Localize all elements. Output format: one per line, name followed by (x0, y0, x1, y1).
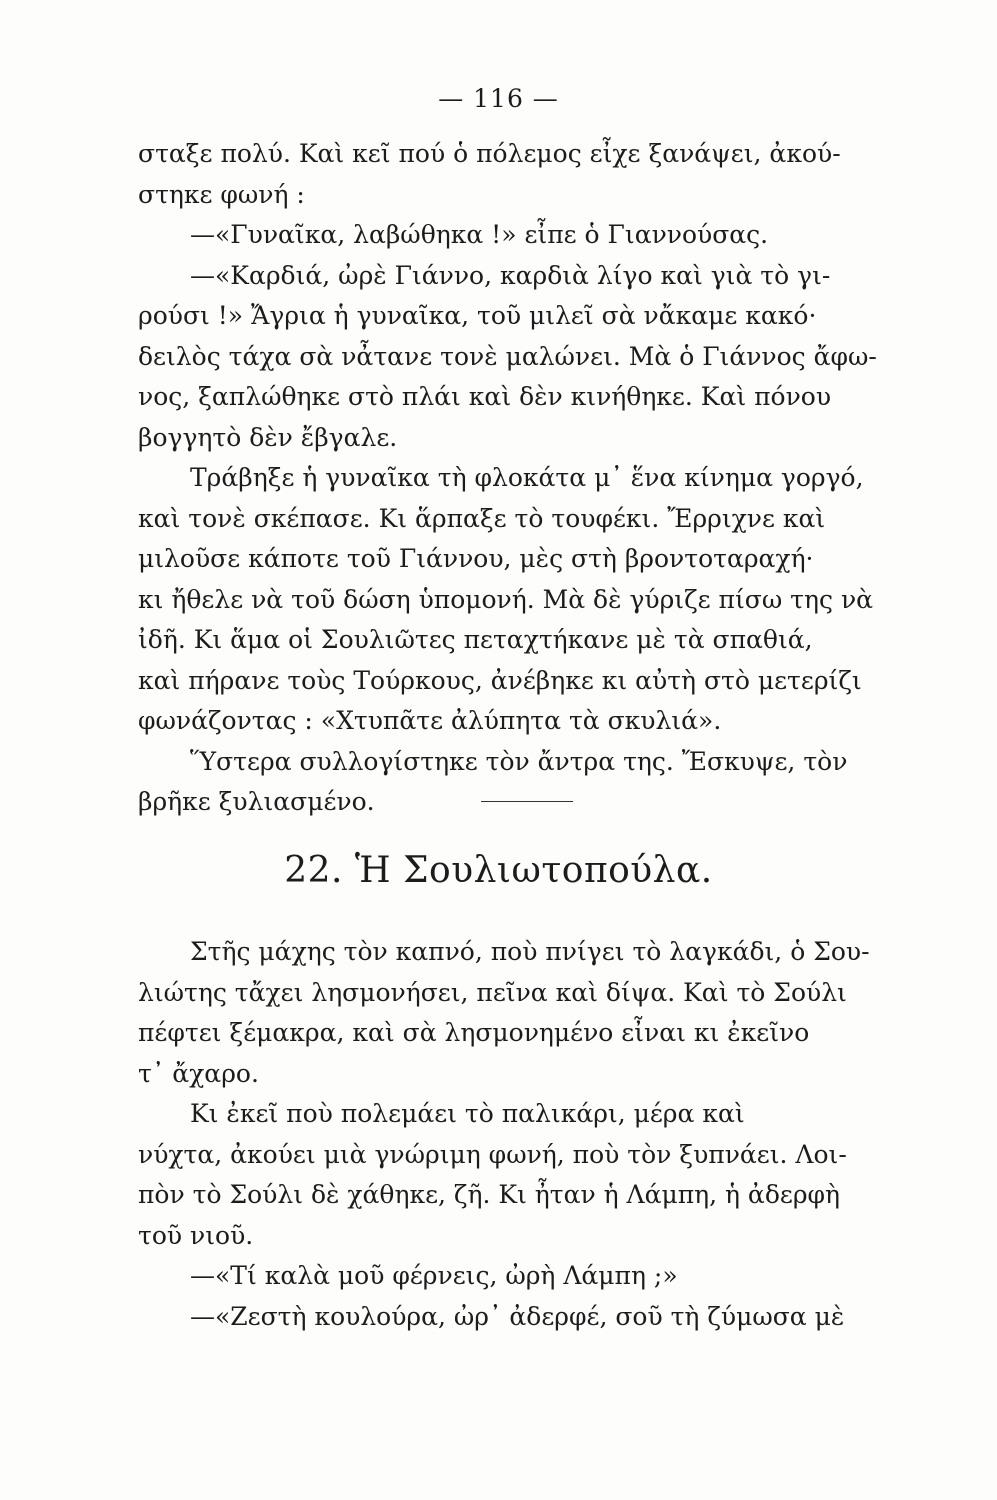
paragraph (138, 932, 908, 1094)
text-line: πέφτει ξέμακρα, καὶ σὰ λησμονημένο εἶναι κι ἐκεῖνο (138, 1018, 810, 1047)
text-line: —«Καρδιά, ὠρὲ Γιάννο, καρδιὰ λίγο καὶ γιὰ τὸ γι- (190, 260, 831, 290)
paragraph (138, 742, 908, 823)
page-number: — 116 — (438, 84, 559, 113)
text-line: Κι ἐκεῖ ποὺ πολεμάει τὸ παλικάρι, μέρα καὶ (190, 1099, 745, 1128)
text-line: σταξε πολύ. Καὶ κεῖ πού ὁ πόλεμος εἶχε ξανάψει, ἀκού- (138, 139, 841, 168)
text-line: λιώτης τἄχει λησμονήσει, πεῖνα καὶ δίψα. Καὶ τὸ Σούλι (138, 977, 847, 1007)
text-line: φωνάζοντας : «Χτυπᾶτε ἀλύπητα τὰ σκυλιά». (138, 706, 722, 735)
text-line: ἰδῆ. Κι ἅμα οἱ Σουλιῶτες πεταχτήκανε μὲ τὰ σπαθιά, (138, 625, 813, 654)
text-line: πὸν τὸ Σούλι δὲ χάθηκε, ζῆ. Κι ἦταν ἡ Λάμπη, ἡ ἀδερφὴ (138, 1180, 841, 1209)
story-text-continued (138, 134, 908, 823)
text-line: μιλοῦσε κάποτε τοῦ Γιάννου, μὲς στὴ βροντοταραχή· (138, 544, 814, 573)
text-line: στηκε φωνή : (138, 179, 305, 209)
text-line: κι ἤθελε νὰ τοῦ δώση ὑπομονή. Μὰ δὲ γύριζε πίσω της νὰ (138, 584, 874, 614)
paragraph (138, 458, 908, 742)
text-line: —«Τί καλὰ μοῦ φέρνεις, ὠρὴ Λάμπη ;» (190, 1261, 678, 1290)
paragraph (138, 1256, 908, 1297)
paragraph (138, 134, 908, 215)
chapter-text (138, 932, 908, 1337)
text-line: καὶ πήρανε τοὺς Τούρκους, ἀνέβηκε κι αὐτὴ στὸ μετερίζι (138, 665, 862, 695)
text-line: δειλὸς τάχα σὰ νἆτανε τονὲ μαλώνει. Μὰ ὁ Γιάννος ἄφω- (138, 341, 877, 371)
text-line: νος, ξαπλώθηκε στὸ πλάι καὶ δὲν κινήθηκε. Καὶ πόνου (138, 382, 832, 411)
text-line: τοῦ νιοῦ. (138, 1220, 254, 1250)
paragraph (138, 1094, 908, 1256)
section-divider (481, 801, 573, 802)
text-line: Ὕστερα συλλογίστηκε τὸν ἄντρα της. Ἔσκυψε, τὸν (190, 746, 848, 776)
chapter-heading: 22. Ἡ Σουλιωτοπούλα. (284, 850, 713, 891)
text-line: τ᾿ ἄχαρο. (138, 1058, 259, 1088)
paragraph (138, 1297, 908, 1338)
text-line: Στῆς μάχης τὸν καπνό, ποὺ πνίγει τὸ λαγκάδι, ὁ Σου- (190, 937, 870, 966)
text-line: ρούσι !» Ἄγρια ἡ γυναῖκα, τοῦ μιλεῖ σὰ νἄκαμε κακό· (138, 301, 817, 330)
text-line: Τράβηξε ἡ γυναῖκα τὴ φλοκάτα μ᾿ ἕνα κίνημα γοργό, (190, 463, 864, 492)
text-line: βρῆκε ξυλιασμένο. (138, 787, 375, 816)
text-line: βογγητὸ δὲν ἔβγαλε. (138, 422, 398, 452)
paragraph (138, 256, 908, 459)
text-line: —«Γυναῖκα, λαβώθηκα !» εἶπε ὁ Γιαννούσας. (190, 220, 769, 249)
paragraph (138, 215, 908, 256)
text-line: —«Ζεστὴ κουλούρα, ὠρ᾿ ἀδερφέ, σοῦ τὴ ζύμωσα μὲ (190, 1301, 845, 1331)
text-line: καὶ τονὲ σκέπασε. Κι ἅρπαξε τὸ τουφέκι. Ἔρριχνε καὶ (138, 503, 826, 533)
text-line: νύχτα, ἀκούει μιὰ γνώριμη φωνή, ποὺ τὸν ξυπνάει. Λοι- (138, 1139, 847, 1169)
